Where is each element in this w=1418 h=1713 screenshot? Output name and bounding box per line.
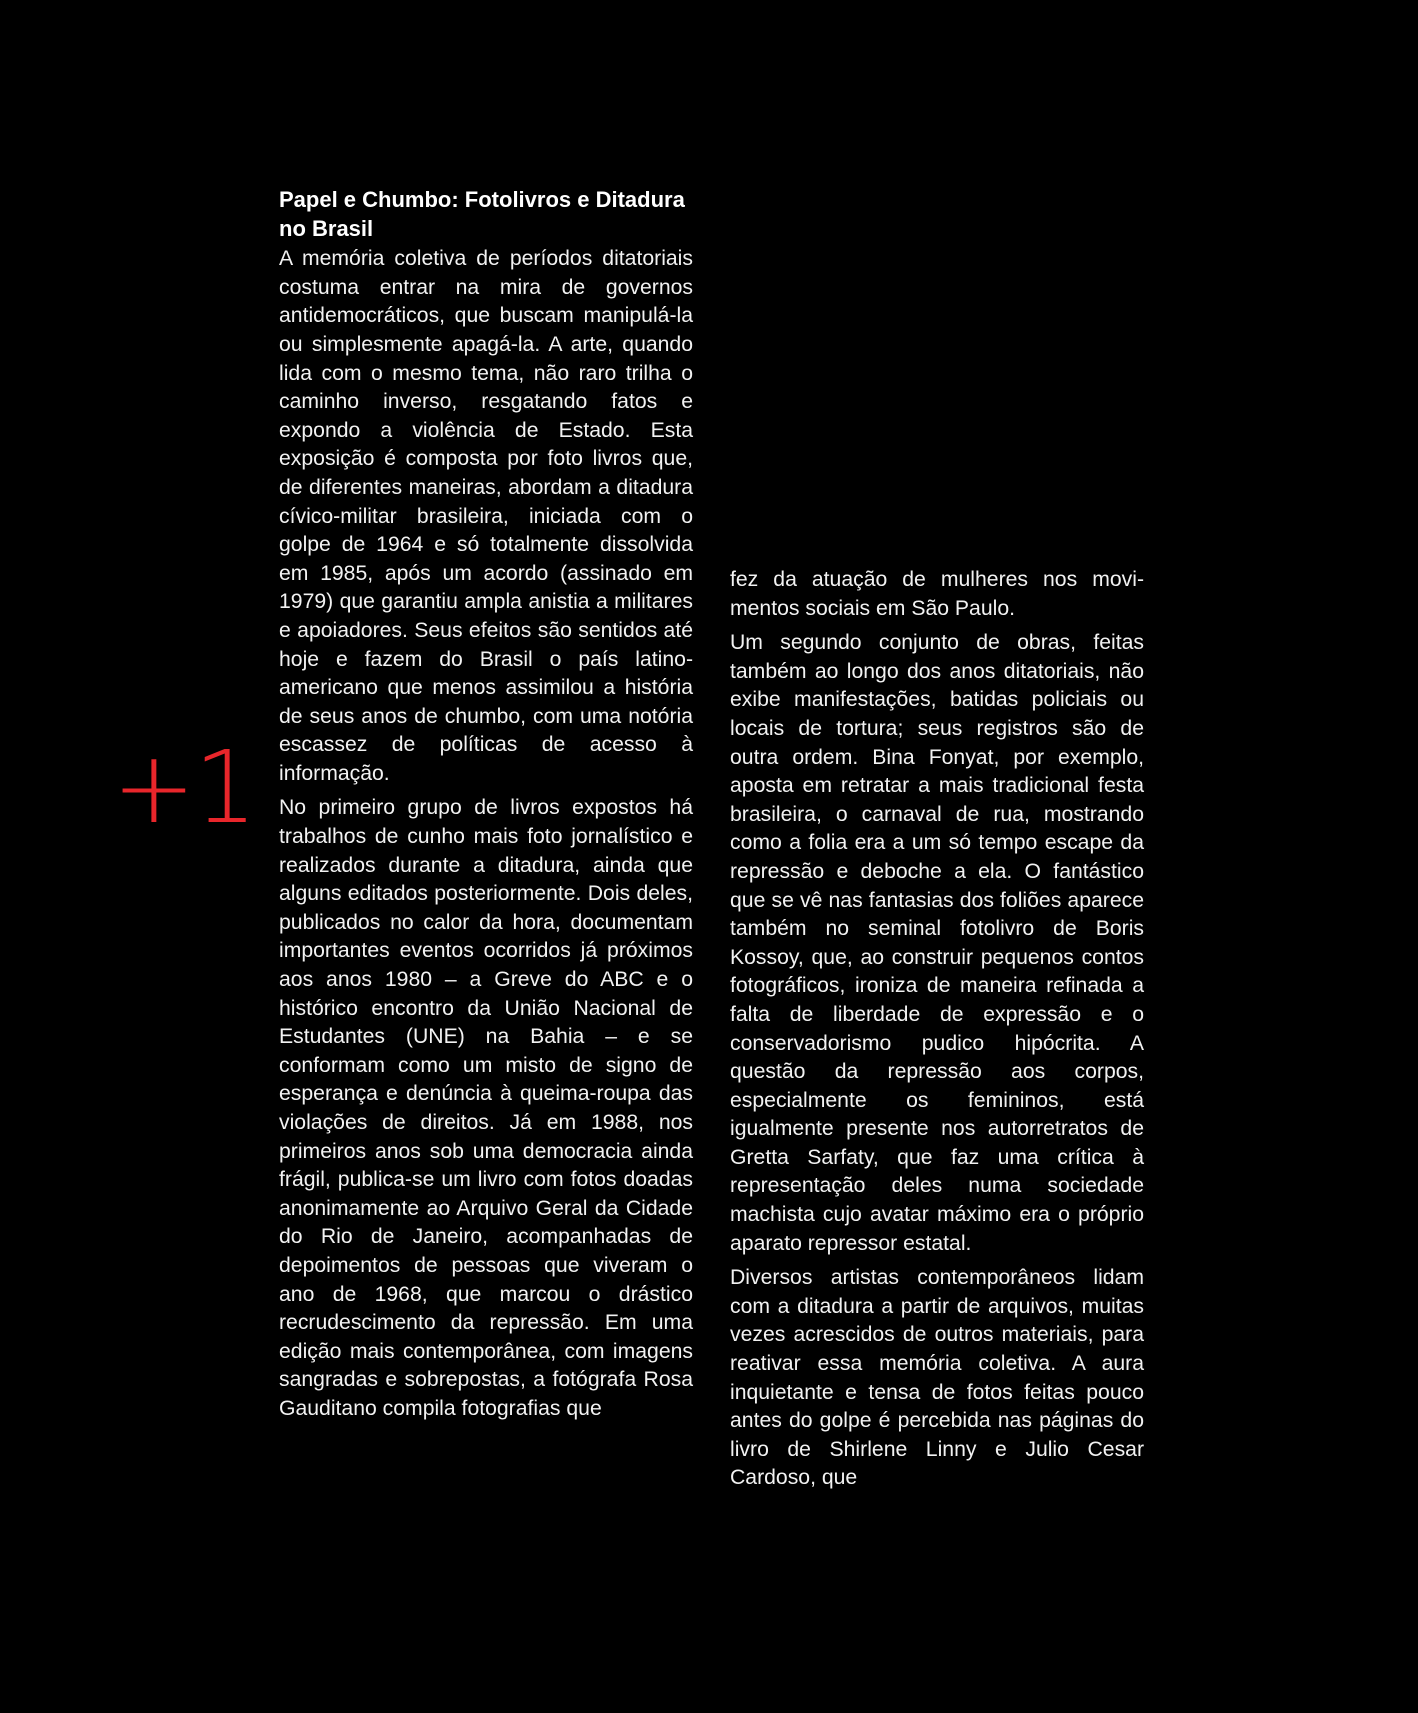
paragraph-4: Um segundo conjunto de obras, feitas também ao longo dos anos ditatoriais, não exibe manifestações, batidas policiais ou locais de tortura; seus registros são de outra ordem. Bina Fonyat, por exemplo, aposta em retratar a mais tradicional festa brasileira, o carnaval de rua, mostrando como a folia era a um só tempo escape da repressão e deboche a ela. O fantástico que se vê nas fantasias dos foliões aparece também no seminal fotolivro de Boris Kossoy, que, ao construir pequenos contos fotográficos, ironiza de maneira refinada a falta de liberdade de expressão e o conservadorismo pudico hipócrita. A questão da repressão aos corpos, especialmente os femininos, está igualmente presente nos autorretratos de Gretta Sarfaty, que faz uma crítica à representação deles numa sociedade machista cujo avatar máximo era o próprio aparato repressor estatal. bbox=[730, 631, 1144, 1255]
paragraph-2: No primeiro grupo de livros expostos há trabalhos de cunho mais foto jornalístico e realizados durante a ditadura, ainda que alguns editados posteriormente. Dois deles, publicados no calor da hora, documentam importantes eventos ocorridos já próximos aos anos 1980 – a Greve do ABC e o histórico encontro da União Nacional de Estudantes (UNE) na Bahia – e se conformam como um misto de signo de esperança e denúncia à queima-roupa das violações de direitos. Já em 1988, nos primeiros anos sob uma democracia ainda frágil, publica-se um livro com fotos doadas anonimamente ao Arquivo Geral da Cidade do Rio de Janeiro, acompanhadas de depoimentos de pessoas que viveram o ano de 1968, que marcou o drástico recrudescimento da repressão. Em uma edição mais contemporânea, com imagens sangradas e sobrepostas, a fotógrafa Rosa Gauditano compila fotografias que bbox=[279, 796, 693, 1420]
right-column bbox=[730, 566, 1144, 1499]
paragraph-5: Diversos artistas contemporâneos lidam com a ditadura a partir de arquivos, muitas vezes acrescidos de outros materiais, para reativar essa memória coletiva. A aura inquietante e tensa de fotos feitas pouco antes do golpe é percebida nas páginas do livro de Shirlene Linny e Julio Cesar Cardoso, que bbox=[730, 1266, 1144, 1490]
article-title: Papel e Chumbo: Fotolivros e Ditadura no Brasil bbox=[279, 187, 685, 241]
paragraph-1: A memória coletiva de períodos ditatoriais costuma entrar na mira de governos antidemocráticos, que buscam manipulá-la ou simplesmente apagá-la. A arte, quando lida com o mesmo tema, não raro trilha o caminho inverso, resgatando fatos e expondo a violência de Estado. Esta exposição é composta por foto livros que, de diferentes maneiras, abordam a ditadura cívico-militar brasileira, iniciada com o golpe de 1964 e só totalmente dissolvida em 1985, após um acordo (assinado em 1979) que garantiu ampla anistia a militares e apoiadores. Seus efeitos são sentidos até hoje e fazem do Brasil o país latino-americano que menos assimilou a história de seus anos de chumbo, com uma notória escassez de políticas de acesso à informação. bbox=[279, 247, 693, 785]
left-column bbox=[279, 186, 693, 1430]
paragraph-3: fez da atuação de mulheres nos movimentos sociais em São Paulo. bbox=[730, 568, 1144, 620]
page-marker: +1 bbox=[112, 729, 256, 846]
